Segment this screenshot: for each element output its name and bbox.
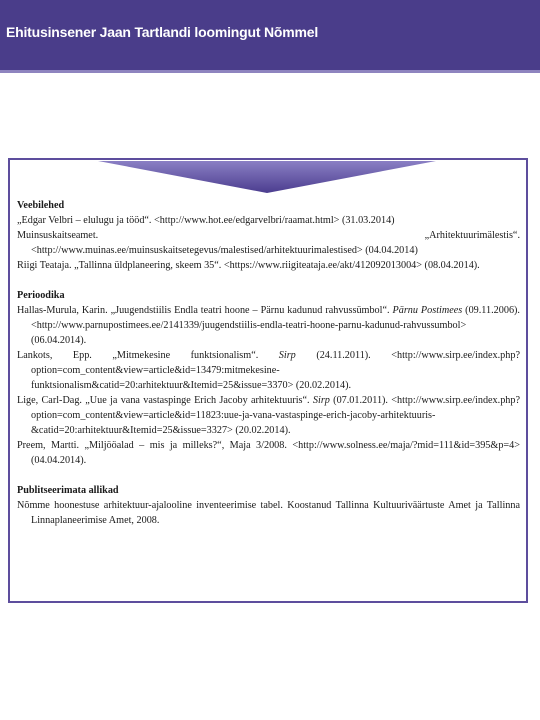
entry-text: Lige, Carl-Dag. „Uue ja vana vastaspinge Erich Jacoby arhitektuuris“. [17, 395, 313, 406]
publication-name: Sirp [312, 395, 330, 406]
section-gap [17, 468, 520, 483]
entry-text: (24.11.2011). <http://www.sirp.ee/index.php?option=com_content&view=article&id=13479:mitmekesine-funktsionalism&catid=20:arhitektuur&Itemid=25&issue=3370> (20.02.2014). [31, 350, 520, 391]
periodical-entry [17, 438, 520, 468]
publication-name: Sirp [278, 350, 296, 361]
entry-text: Lankots, Epp. „Mitmekesine funktsionalism“. [17, 350, 279, 361]
periodical-entry [17, 393, 520, 438]
slide-title: Ehitusinsener Jaan Tartlandi loomingut Nõmmel [6, 24, 319, 40]
web-entry: Muinsuskaitseamet. „Arhitektuurimälestis“. <http://www.muinas.ee/muinsuskaitsetegevus/malestised/arhitektuurimalestised> (04.04.2014) [17, 230, 520, 256]
web-entry: „Edgar Velbri – elulugu ja tööd“. <http://www.hot.ee/edgarvelbri/raamat.html> (31.03.2014) [17, 215, 395, 226]
entry-text: (07.01.2011). <http://www.sirp.ee/index.php?option=com_content&view=article&id=11823:uue-ja-vana-vastaspinge-erich-jacoby-arhitektuuris-&catid=20:arhitektuur&Itemid=25&issue=3327> (20.02.2014). [31, 395, 520, 436]
entry-text: Hallas-Murula, Karin. „Juugendstiilis Endla teatri hoone – Pärnu kadunud rahvussümbol“. [17, 305, 393, 316]
unpublished-entry: Nõmme hoonestuse arhitektuur-ajalooline inventeerimise tabel. Koostanud Tallinna Kultuuriväärtuste Amet ja Tallinna Linnaplaneerimise Amet, 2008. [17, 500, 520, 526]
banner-divider [0, 70, 540, 73]
section-heading-unpublished: Publitseerimata allikad [17, 485, 119, 496]
section-heading-web: Veebilehed [17, 200, 65, 211]
entry-text: Preem, Martti. „Miljööalad – mis ja milleks?“, Maja 3/2008. <http://www.solness.ee/maja/?mid=111&id=395&p=4> (04.04.2014). [17, 440, 520, 466]
bibliography [17, 198, 520, 528]
chevron-down-icon [98, 161, 436, 193]
section-gap [17, 273, 520, 288]
web-entry: Riigi Teataja. „Tallinna üldplaneering, skeem 35“. <https://www.riigiteataja.ee/akt/412092013004> (08.04.2014). [17, 260, 480, 271]
title-banner [0, 0, 540, 70]
publication-name: Pärnu Postimees [392, 305, 463, 316]
entry-text: (09.11.2006). <http://www.parnupostimees.ee/2141339/juugendstiilis-endla-teatri-hoone-parnu-kadunud-rahvussumbol> (06.04.2014). [31, 305, 520, 346]
periodical-entry [17, 303, 520, 348]
section-heading-periodicals: Perioodika [17, 290, 65, 301]
periodical-entry [17, 348, 520, 393]
